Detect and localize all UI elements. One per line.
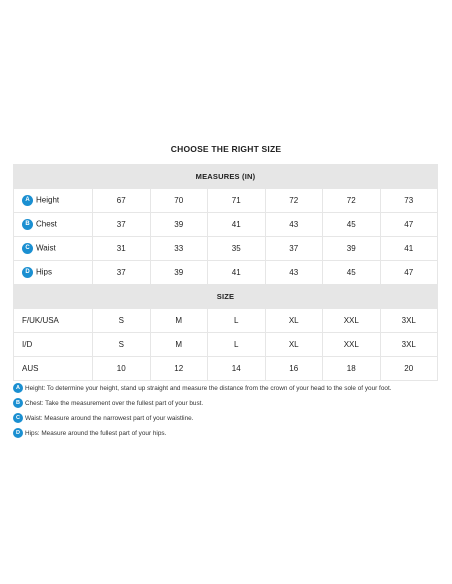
table-cell: 39 (323, 237, 381, 261)
note-height (13, 383, 443, 395)
row-label-text: Waist (36, 243, 56, 253)
table-cell: L (208, 333, 266, 357)
table-row (14, 357, 438, 381)
row-label (14, 213, 93, 237)
table-cell: XXL (323, 333, 381, 357)
badge-b-icon: B (13, 398, 23, 408)
note-hips (13, 428, 443, 440)
note-text: Height: To determine your height, stand up straight and measure the distance from the crown of your head to the sole of your foot. (25, 385, 392, 392)
badge-a-icon: A (22, 195, 33, 206)
table-cell: 12 (150, 357, 208, 381)
table-cell: 41 (208, 261, 266, 285)
table-row (14, 333, 438, 357)
table-cell: 37 (93, 213, 151, 237)
row-label (14, 261, 93, 285)
table-cell: 39 (150, 213, 208, 237)
table-cell: 20 (380, 357, 438, 381)
row-label: AUS (14, 357, 93, 381)
table-cell: 43 (265, 213, 323, 237)
row-label-text: Hips (36, 267, 53, 277)
table-cell: XL (265, 333, 323, 357)
table-cell: 67 (93, 189, 151, 213)
table-cell: 31 (93, 237, 151, 261)
size-header-row (14, 285, 438, 309)
measures-header-row (14, 165, 438, 189)
size-header: SIZE (14, 285, 438, 309)
table-row (14, 309, 438, 333)
row-label-text: Chest (36, 219, 57, 229)
note-chest (13, 398, 443, 410)
table-cell: 35 (208, 237, 266, 261)
table-cell: 37 (93, 261, 151, 285)
note-text: Hips: Measure around the fullest part of your hips. (25, 430, 167, 437)
row-label: I/D (14, 333, 93, 357)
note-text: Chest: Take the measurement over the fullest part of your bust. (25, 400, 204, 407)
table-cell: XXL (323, 309, 381, 333)
measures-header: MEASURES (IN) (14, 165, 438, 189)
table-cell: 41 (380, 237, 438, 261)
measurement-notes (13, 383, 443, 443)
row-label: F/UK/USA (14, 309, 93, 333)
table-row (14, 261, 438, 285)
table-cell: 72 (323, 189, 381, 213)
table-cell: 14 (208, 357, 266, 381)
table-cell: 39 (150, 261, 208, 285)
table-cell: 47 (380, 213, 438, 237)
table-cell: XL (265, 309, 323, 333)
badge-d-icon: D (22, 267, 33, 278)
badge-d-icon: D (13, 428, 23, 438)
note-waist (13, 413, 443, 425)
note-text: Waist: Measure around the narrowest part of your waistline. (25, 415, 194, 422)
table-cell: M (150, 309, 208, 333)
page-title: CHOOSE THE RIGHT SIZE (170, 144, 282, 154)
table-row (14, 189, 438, 213)
table-cell: 33 (150, 237, 208, 261)
table-cell: S (93, 333, 151, 357)
table-cell: 71 (208, 189, 266, 213)
table-cell: 43 (265, 261, 323, 285)
badge-a-icon: A (13, 383, 23, 393)
table-cell: 16 (265, 357, 323, 381)
table-cell: 45 (323, 213, 381, 237)
badge-b-icon: B (22, 219, 33, 230)
table-cell: 73 (380, 189, 438, 213)
table-cell: 41 (208, 213, 266, 237)
row-label (14, 189, 93, 213)
row-label (14, 237, 93, 261)
table-cell: 45 (323, 261, 381, 285)
table-cell: M (150, 333, 208, 357)
size-chart-table (13, 164, 438, 381)
table-cell: 3XL (380, 333, 438, 357)
table-cell: 3XL (380, 309, 438, 333)
badge-c-icon: C (13, 413, 23, 423)
table-row (14, 237, 438, 261)
table-cell: 37 (265, 237, 323, 261)
table-cell: S (93, 309, 151, 333)
table-cell: L (208, 309, 266, 333)
table-cell: 70 (150, 189, 208, 213)
badge-c-icon: C (22, 243, 33, 254)
table-cell: 47 (380, 261, 438, 285)
table-cell: 10 (93, 357, 151, 381)
table-row (14, 213, 438, 237)
table-cell: 18 (323, 357, 381, 381)
table-cell: 72 (265, 189, 323, 213)
row-label-text: Height (36, 195, 60, 205)
